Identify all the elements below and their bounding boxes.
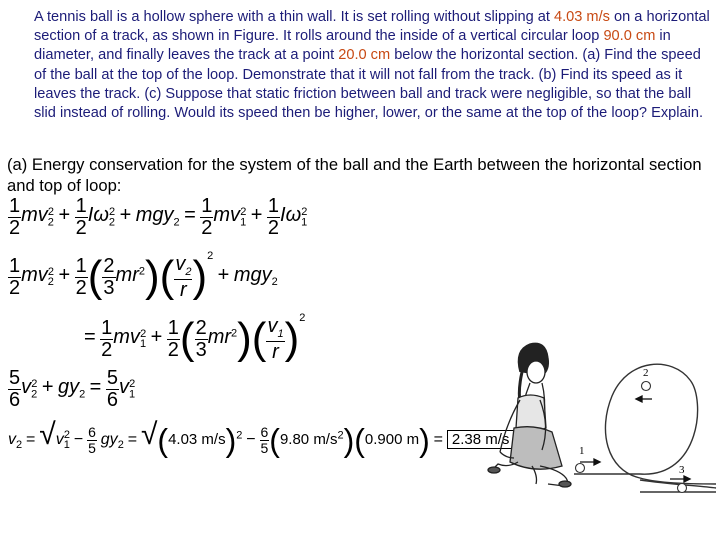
label-start: 1 bbox=[579, 445, 585, 457]
person-illustration bbox=[488, 343, 571, 487]
label-exit: 3 bbox=[679, 464, 685, 476]
equation-line-5: $v_2 = √v_1^2$ − $\frac{6}{5}$ $gy_2 = √(4.03$ m/s)$^2$ − $\frac{6}{5}$ (9.80 $m/s^2)(0.900$ m) = 2.38 m/s bbox=[8, 418, 514, 456]
problem-text-4: below the horizontal section. (a) Find the speed of the ball at the top of the loop. Demonstrate that it will not fall from the track. (b) Find its speed as it leaves the track. (c) Suppose that static friction between ball and track were negligible, so that the ball slid instead of rolling. Would its speed then be higher, lower, or the same at the top of the loop? Explain. bbox=[34, 47, 704, 122]
highlight-speed: 4.03 m/s bbox=[553, 9, 610, 25]
problem-text-2: on a horizontal section of a track, as shown in Figure. It rolls around the inside of a vertical circular loop bbox=[34, 9, 710, 45]
ball-at-top bbox=[642, 382, 651, 391]
length-value: 0.900 m bbox=[364, 431, 420, 448]
highlight-diameter: 90.0 cm bbox=[603, 28, 656, 45]
initial-speed-value: 4.03 m/s bbox=[168, 431, 226, 448]
problem-text-1: A tennis ball is a hollow sphere with a thin wall. It is set rolling without slipping at bbox=[34, 9, 554, 25]
problem-text-3: in diameter, and finally leaves the track at a point bbox=[34, 28, 671, 64]
equation-line-2: $\frac{1}{2}$ $mv_2^2$ + $\frac{1}{2}$ ( $\frac{2}{3}$ $mr^2$)( $\frac{v_2}{r}$ )$^2$ + mgy$_2$ bbox=[9, 250, 278, 301]
ball-at-exit bbox=[678, 484, 687, 493]
velocity-arrows bbox=[580, 396, 690, 482]
result-value: 2.38 m/s bbox=[447, 430, 515, 449]
equation-line-1: $\frac{1}{2}$ $mv_2^2$ + $\frac{1}{2}$ $I\omega_2^2 + mgy_2$ = $\frac{1}{2}$ $mv_1^2$ + $\frac{1}{2}$ $I\omega_1^2$ bbox=[9, 195, 308, 239]
answer-intro: (a) Energy conservation for the system of the ball and the Earth between the horizontal section and top of loop: bbox=[7, 155, 702, 195]
label-top: 2 bbox=[643, 367, 649, 379]
ball-at-start bbox=[576, 464, 585, 473]
gravity-value: 9.80 m/s bbox=[279, 431, 338, 448]
highlight-drop: 20.0 cm bbox=[338, 47, 391, 64]
equation-line-4: $\frac{5}{6}$ $v_2^2 + gy_2$ = $\frac{5}{6}$ $v_1^2$ bbox=[9, 367, 136, 411]
equation-line-3: = $\frac{1}{2}$ $mv_1^2$ + $\frac{1}{2}$ ( $\frac{2}{3}$ $mr^2$)( $\frac{v_1}{r}$ )$^2$ bbox=[84, 312, 306, 363]
